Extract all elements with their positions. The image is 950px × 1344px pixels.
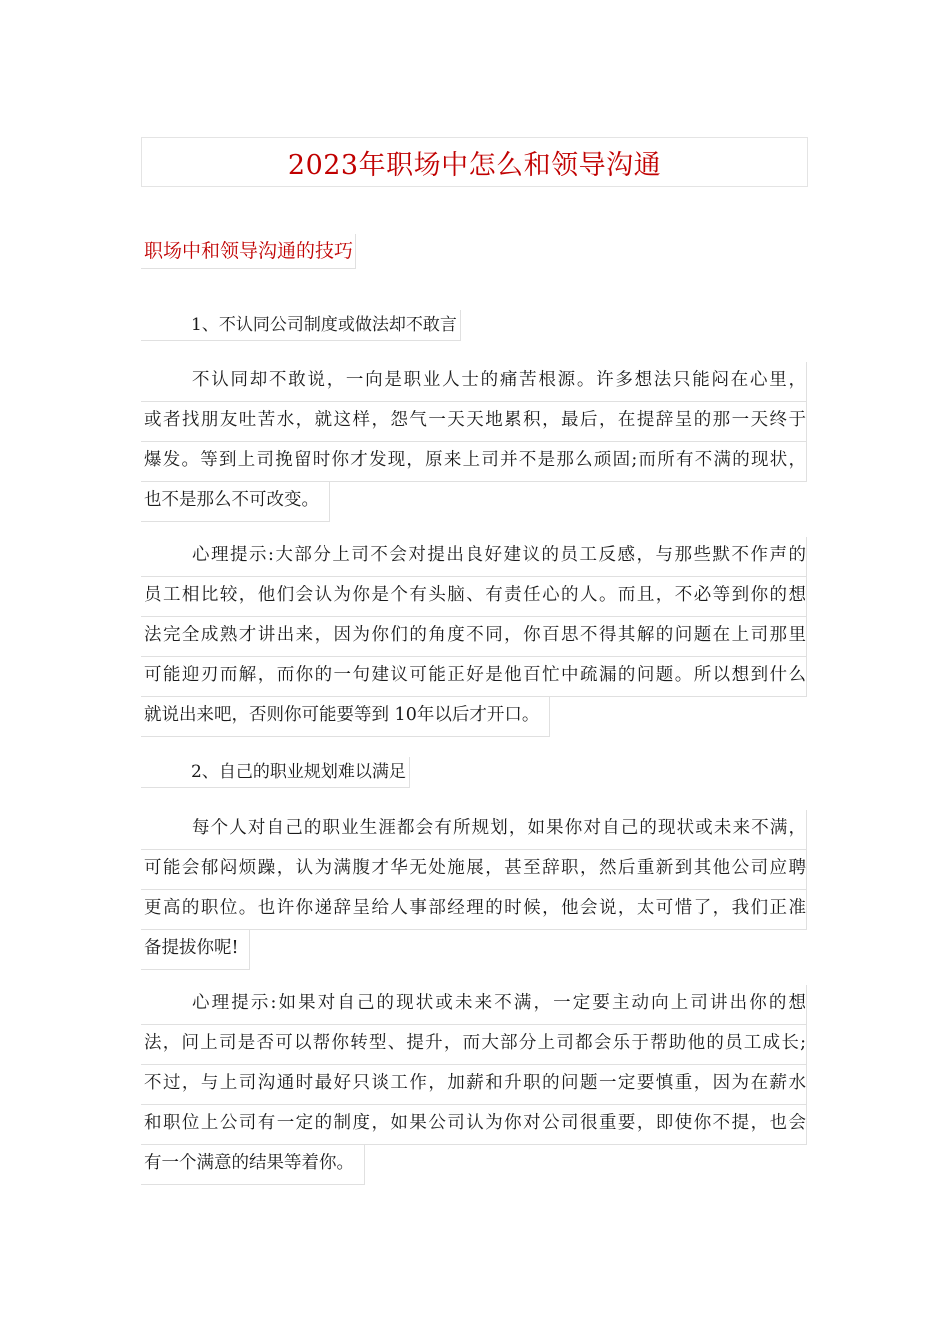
section-heading: 职场中和领导沟通的技巧 (141, 234, 356, 269)
paragraph-line: 不过，与上司沟通时最好只谈工作，加薪和升职的问题一定要慎重，因为在薪水 (141, 1065, 807, 1105)
document-title: 2023年职场中怎么和领导沟通 (287, 149, 662, 181)
paragraph-line: 有一个满意的结果等着你。 (141, 1145, 365, 1185)
paragraph-line: 就说出来吧，否则你可能要等到 10年以后才开口。 (141, 697, 550, 737)
paragraph-line: 每个人对自己的职业生涯都会有所规划，如果你对自己的现状或未来不满， (141, 810, 807, 850)
paragraph-line: 可能迎刃而解，而你的一句建议可能正好是他百忙中疏漏的问题。所以想到什么 (141, 657, 807, 697)
paragraph-4 (141, 985, 807, 1185)
paragraph-1 (141, 362, 807, 522)
paragraph-line: 心理提示:大部分上司不会对提出良好建议的员工反感，与那些默不作声的 (141, 537, 807, 577)
paragraph-line: 员工相比较，他们会认为你是个有头脑、有责任心的人。而且，不必等到你的想 (141, 577, 807, 617)
paragraph-line: 不认同却不敢说，一向是职业人士的痛苦根源。许多想法只能闷在心里， (141, 362, 807, 402)
paragraph-line: 法，问上司是否可以帮你转型、提升，而大部分上司都会乐于帮助他的员工成长; (141, 1025, 807, 1065)
title-box (141, 137, 808, 187)
paragraph-line: 爆发。等到上司挽留时你才发现，原来上司并不是那么顽固;而所有不满的现状， (141, 442, 807, 482)
item-heading-2: 2、自己的职业规划难以满足 (141, 757, 410, 788)
paragraph-line: 备提拔你呢! (141, 930, 250, 970)
paragraph-line: 更高的职位。也许你递辞呈给人事部经理的时候，他会说，太可惜了，我们正准 (141, 890, 807, 930)
paragraph-line: 心理提示:如果对自己的现状或未来不满，一定要主动向上司讲出你的想 (141, 985, 807, 1025)
paragraph-line: 也不是那么不可改变。 (141, 482, 330, 522)
item-heading-1: 1、不认同公司制度或做法却不敢言 (141, 310, 461, 341)
paragraph-2 (141, 537, 807, 737)
paragraph-3 (141, 810, 807, 970)
paragraph-line: 或者找朋友吐苦水，就这样，怨气一天天地累积，最后，在提辞呈的那一天终于 (141, 402, 807, 442)
paragraph-line: 可能会郁闷烦躁，认为满腹才华无处施展，甚至辞职，然后重新到其他公司应聘 (141, 850, 807, 890)
paragraph-line: 和职位上公司有一定的制度，如果公司认为你对公司很重要，即使你不提，也会 (141, 1105, 807, 1145)
paragraph-line: 法完全成熟才讲出来，因为你们的角度不同，你百思不得其解的问题在上司那里 (141, 617, 807, 657)
